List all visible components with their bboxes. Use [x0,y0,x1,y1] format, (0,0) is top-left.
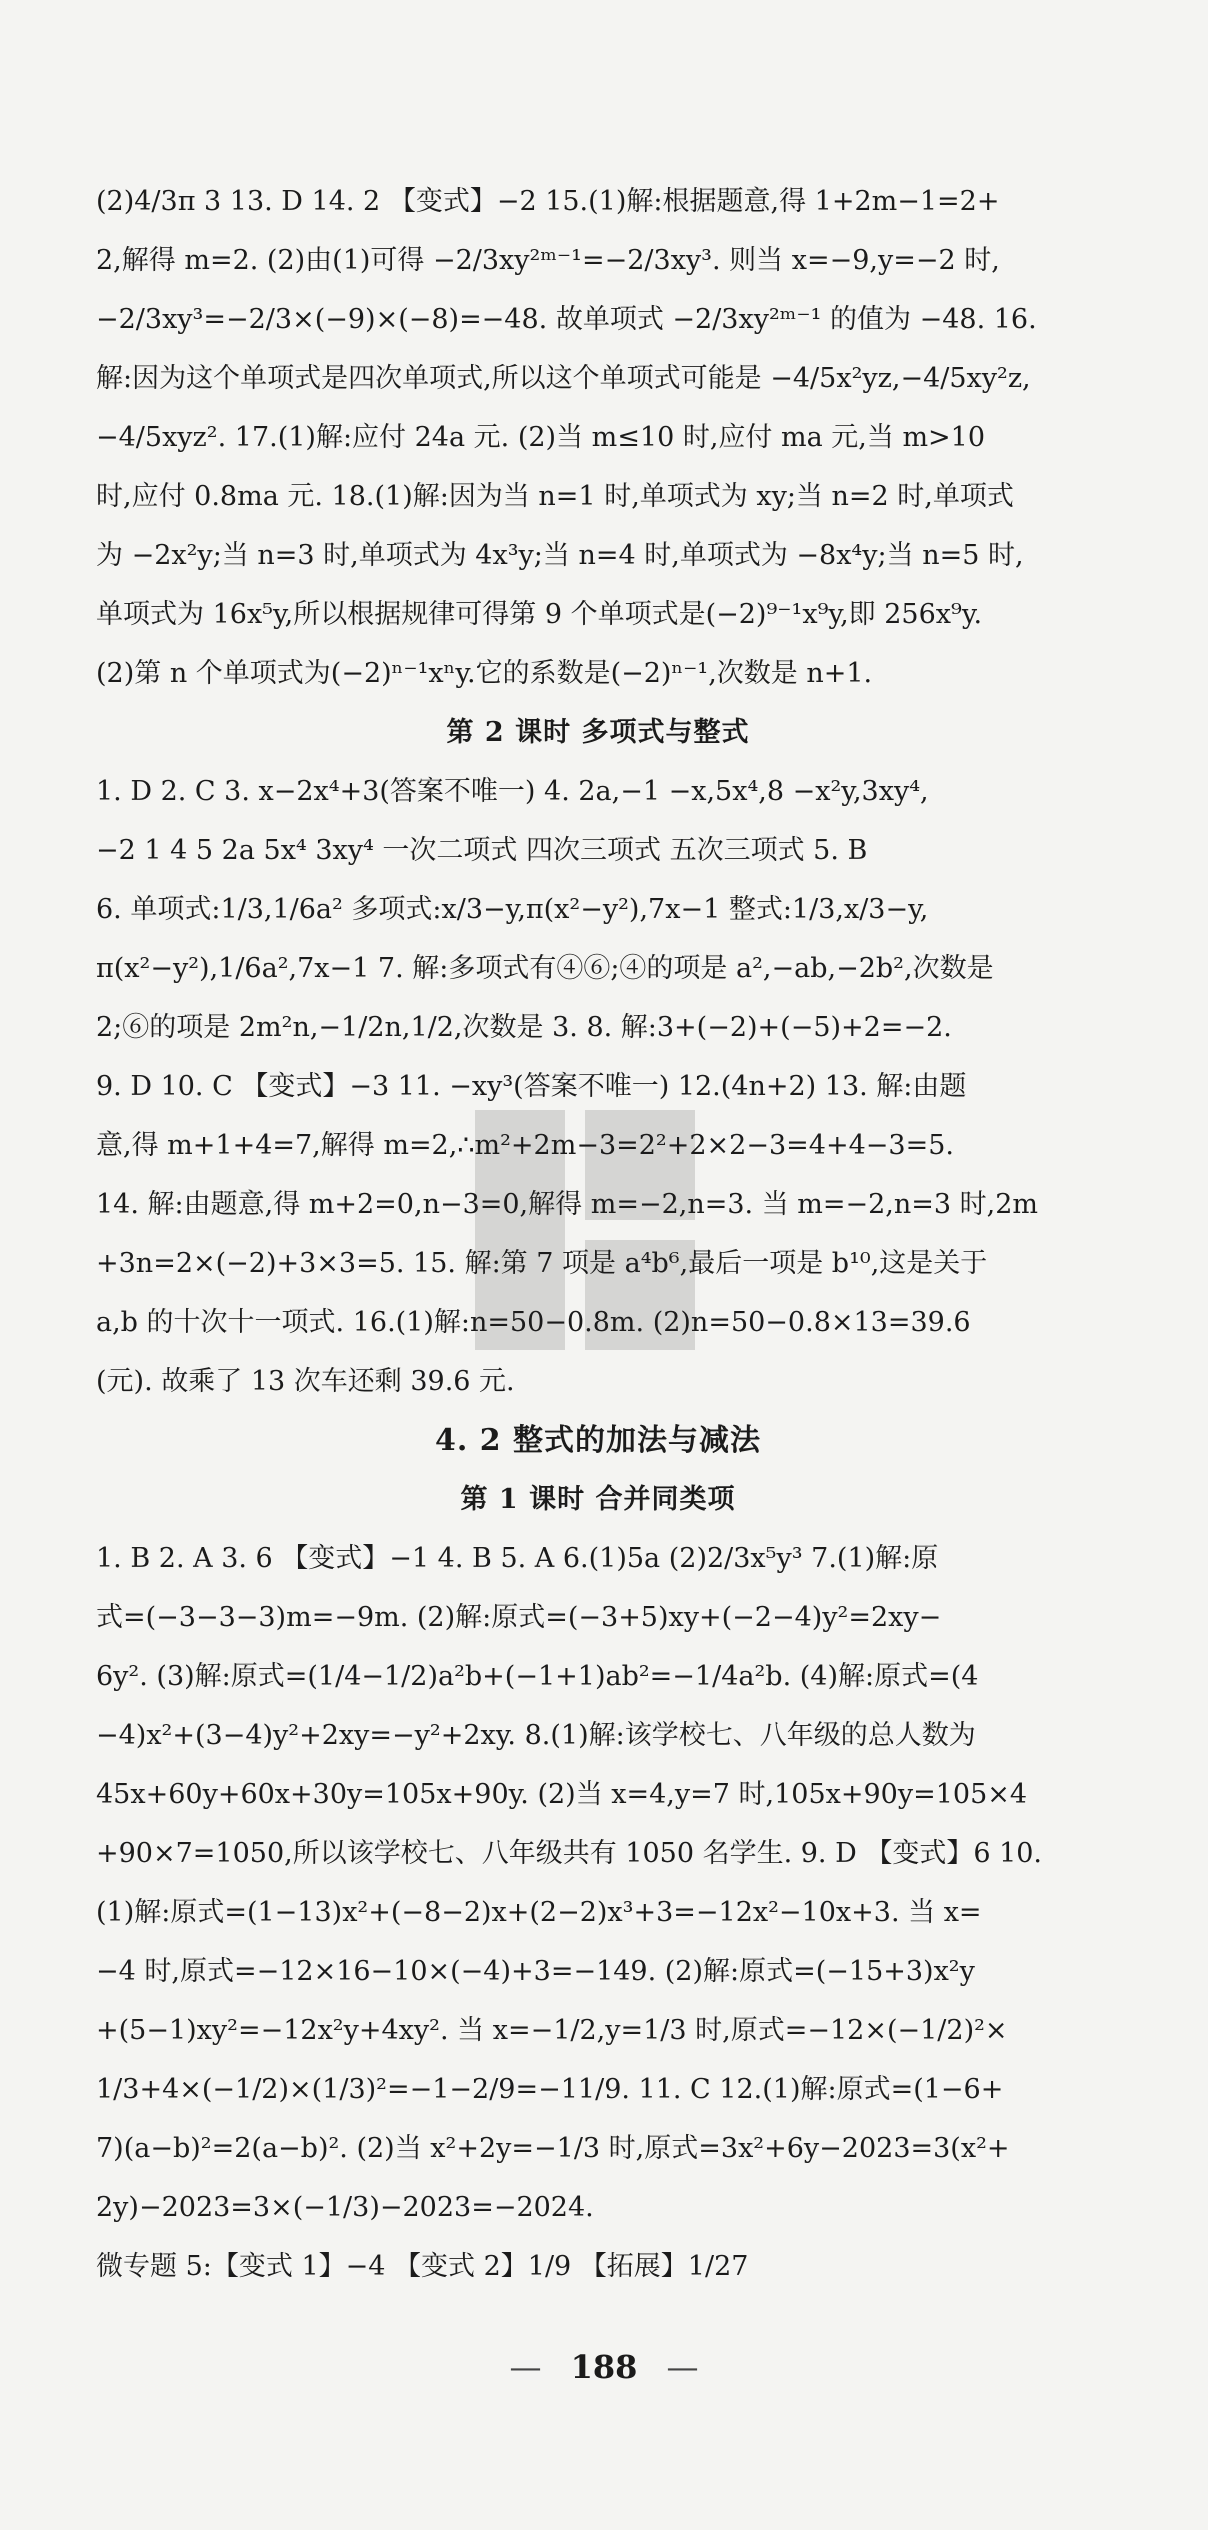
text-line: +90×7=1050,所以该学校七、八年级共有 1050 名学生. 9. D 【变式】6 10. [96,1838,1043,1869]
text-line: (1)解:原式=(1−13)x²+(−8−2)x+(2−2)x³+3=−12x²−10x+3. 当 x= [96,1897,982,1928]
text-line: 时,应付 0.8ma 元. 18.(1)解:因为当 n=1 时,单项式为 xy;当 n=2 时,单项式 [96,481,1014,512]
section-heading: 4. 2 整式的加法与减法 [434,1423,762,1458]
section-like-terms [96,1529,1100,2237]
page-number-dash-right: — [666,2348,699,2386]
text-line: (2)第 n 个单项式为(−2)ⁿ⁻¹xⁿy.它的系数是(−2)ⁿ⁻¹,次数是 n+1. [96,658,873,689]
text-line: 意,得 m+1+4=7,解得 m=2,∴m²+2m−3=2²+2×2−3=4+4−3=5. [96,1130,954,1161]
text-line: 6. 单项式:1/3,1/6a² 多项式:x/3−y,π(x²−y²),7x−1 整式:1/3,x/3−y, [96,894,929,925]
text-line: −2/3xy³=−2/3×(−9)×(−8)=−48. 故单项式 −2/3xy²ᵐ⁻¹ 的值为 −48. 16. [96,304,1037,335]
page-number-dash-left: — [509,2348,542,2386]
text-line: +(5−1)xy²=−12x²y+4xy². 当 x=−1/2,y=1/3 时,原式=−12×(−1/2)²× [96,2015,1008,2046]
text-line: 9. D 10. C 【变式】−3 11. −xy³(答案不唯一) 12.(4n+2) 13. 解:由题 [96,1071,967,1102]
text-line: 解:因为这个单项式是四次单项式,所以这个单项式可能是 −4/5x²yz,−4/5xy²z, [96,363,1031,394]
text-line: 为 −2x²y;当 n=3 时,单项式为 4x³y;当 n=4 时,单项式为 −8x⁴y;当 n=5 时, [96,540,1024,571]
text-line: 1/3+4×(−1/2)×(1/3)²=−1−2/9=−11/9. 11. C 12.(1)解:原式=(1−6+ [96,2074,1004,2105]
lesson-heading: 第 2 课时 多项式与整式 [446,717,750,748]
text-line: −4 时,原式=−12×16−10×(−4)+3=−149. (2)解:原式=(−15+3)x²y [96,1956,975,1987]
text-line: −2 1 4 5 2a 5x⁴ 3xy⁴ 一次二项式 四次三项式 五次三项式 5. B [96,835,868,866]
text-line: 1. D 2. C 3. x−2x⁴+3(答案不唯一) 4. 2a,−1 −x,5x⁴,8 −x²y,3xy⁴, [96,776,929,807]
lesson-heading: 第 1 课时 合并同类项 [460,1484,736,1515]
page-number-value: 188 [570,2348,638,2386]
text-line: π(x²−y²),1/6a²,7x−1 7. 解:多项式有④⑥;④的项是 a²,−ab,−2b²,次数是 [96,953,994,984]
text-line: 2;⑥的项是 2m²n,−1/2n,1/2,次数是 3. 8. 解:3+(−2)+(−5)+2=−2. [96,1012,952,1043]
text-line: 14. 解:由题意,得 m+2=0,n−3=0,解得 m=−2,n=3. 当 m=−2,n=3 时,2m [96,1189,1039,1220]
page-number [0,2348,1208,2386]
text-line: a,b 的十次十一项式. 16.(1)解:n=50−0.8m. (2)n=50−0.8×13=39.6 [96,1307,971,1338]
section-polynomials [96,762,1100,1411]
answer-content [96,172,1100,2296]
text-line: (元). 故乘了 13 次车还剩 39.6 元. [96,1366,515,1397]
text-line: 式=(−3−3−3)m=−9m. (2)解:原式=(−3+5)xy+(−2−4)y²=2xy− [96,1602,942,1633]
text-line: 6y². (3)解:原式=(1/4−1/2)a²b+(−1+1)ab²=−1/4a²b. (4)解:原式=(4 [96,1661,979,1692]
text-line: 45x+60y+60x+30y=105x+90y. (2)当 x=4,y=7 时,105x+90y=105×4 [96,1779,1028,1810]
text-line: −4/5xyz². 17.(1)解:应付 24a 元. (2)当 m≤10 时,应付 ma 元,当 m>10 [96,422,986,453]
text-line: 2,解得 m=2. (2)由(1)可得 −2/3xy²ᵐ⁻¹=−2/3xy³. 则当 x=−9,y=−2 时, [96,245,1000,276]
text-line: 7)(a−b)²=2(a−b)². (2)当 x²+2y=−1/3 时,原式=3x²+6y−2023=3(x²+ [96,2133,1010,2164]
text-line: +3n=2×(−2)+3×3=5. 15. 解:第 7 项是 a⁴b⁶,最后一项是 b¹⁰,这是关于 [96,1248,988,1279]
section-previous-answers [96,172,1100,703]
text-line: 1. B 2. A 3. 6 【变式】−1 4. B 5. A 6.(1)5a (2)2/3x⁵y³ 7.(1)解:原 [96,1543,939,1574]
text-line: 单项式为 16x⁵y,所以根据规律可得第 9 个单项式是(−2)⁹⁻¹x⁹y,即 256x⁹y. [96,599,983,630]
text-line: 2y)−2023=3×(−1/3)−2023=−2024. [96,2192,594,2223]
micro-topic-line: 微专题 5:【变式 1】−4 【变式 2】1/9 【拓展】1/27 [96,2251,749,2282]
text-line: (2)4/3π 3 13. D 14. 2 【变式】−2 15.(1)解:根据题意,得 1+2m−1=2+ [96,186,1000,217]
text-line: −4)x²+(3−4)y²+2xy=−y²+2xy. 8.(1)解:该学校七、八年级的总人数为 [96,1720,976,1751]
